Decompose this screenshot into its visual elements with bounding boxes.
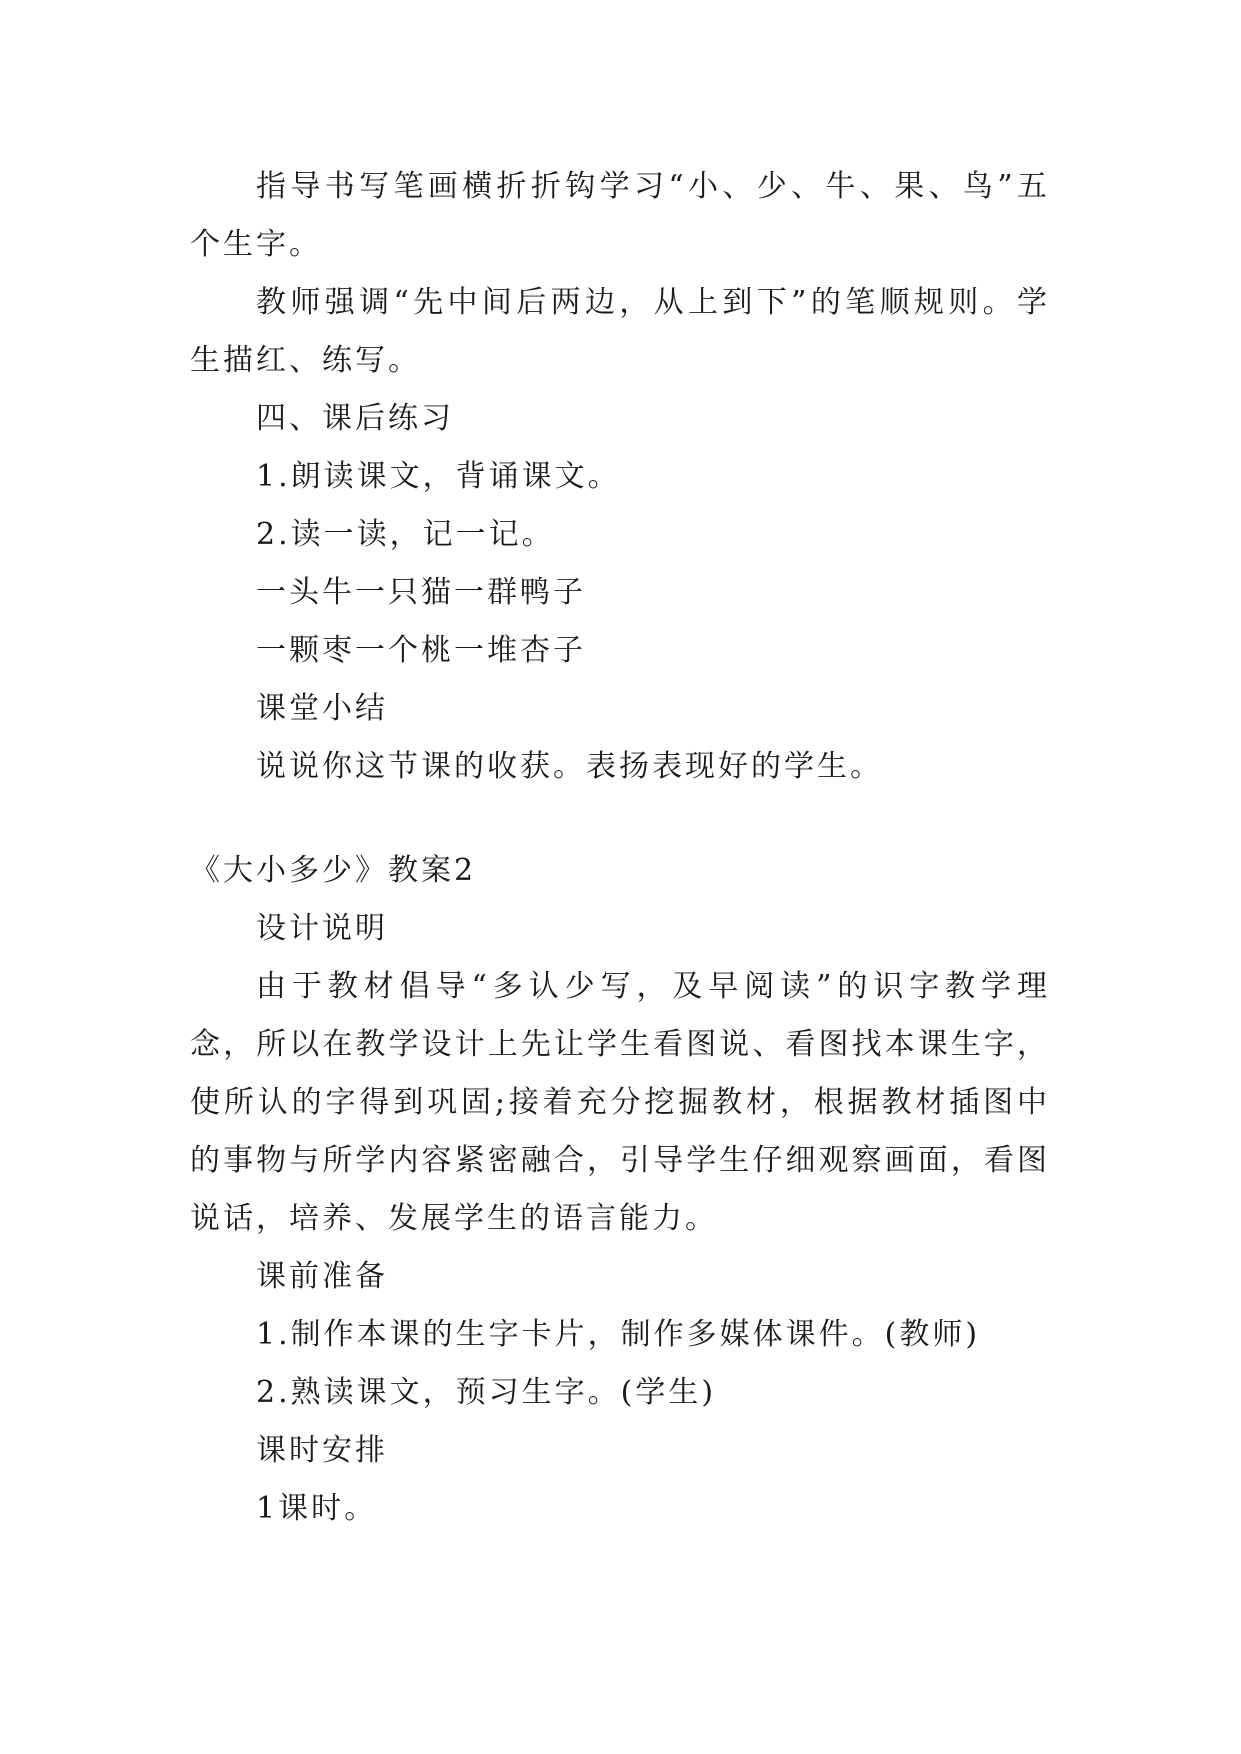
- phrase-line-2: 一颗枣一个桃一堆杏子: [256, 633, 586, 668]
- summary-text: 说说你这节课的收获。表扬表现好的学生。: [256, 749, 883, 784]
- design-notes-text: 由于教材倡导“多认少写，及早阅读”的识字教学理念，所以在教学设计上先让学生看图说、看图找本课生字，使所认的字得到巩固;接着充分挖掘教材，根据教材插图中的事物与所学内容紧密融合，引导学生仔细观察画面，看图说话，培养、发展学生的语言能力。: [190, 969, 1050, 1236]
- paragraph-writing-guide: 指导书写笔画横折折钩学习“小、少、牛、果、鸟”五个生字。: [190, 169, 1050, 262]
- schedule-text: 1课时。: [256, 1491, 378, 1526]
- heading-design-notes: 设计说明: [256, 911, 388, 946]
- heading-class-summary: 课堂小结: [256, 691, 388, 726]
- section-spacer: [190, 796, 1050, 842]
- exercise-item-2: 2.读一读，记一记。: [256, 517, 555, 552]
- lesson-plan-title: 《大小多少》教案2: [190, 853, 477, 888]
- paragraph-stroke-order: 教师强调“先中间后两边，从上到下”的笔顺规则。学生描红、练写。: [190, 285, 1050, 378]
- preparation-item-1: 1.制作本课的生字卡片，制作多媒体课件。(教师): [256, 1317, 981, 1352]
- document-content: [190, 158, 1050, 1538]
- heading-after-class-exercise: 四、课后练习: [256, 401, 454, 436]
- preparation-item-2: 2.熟读课文，预习生字。(学生): [256, 1375, 717, 1410]
- exercise-item-1: 1.朗读课文，背诵课文。: [256, 459, 621, 494]
- heading-schedule: 课时安排: [256, 1433, 388, 1468]
- phrase-line-1: 一头牛一只猫一群鸭子: [256, 575, 586, 610]
- heading-preparation: 课前准备: [256, 1259, 388, 1294]
